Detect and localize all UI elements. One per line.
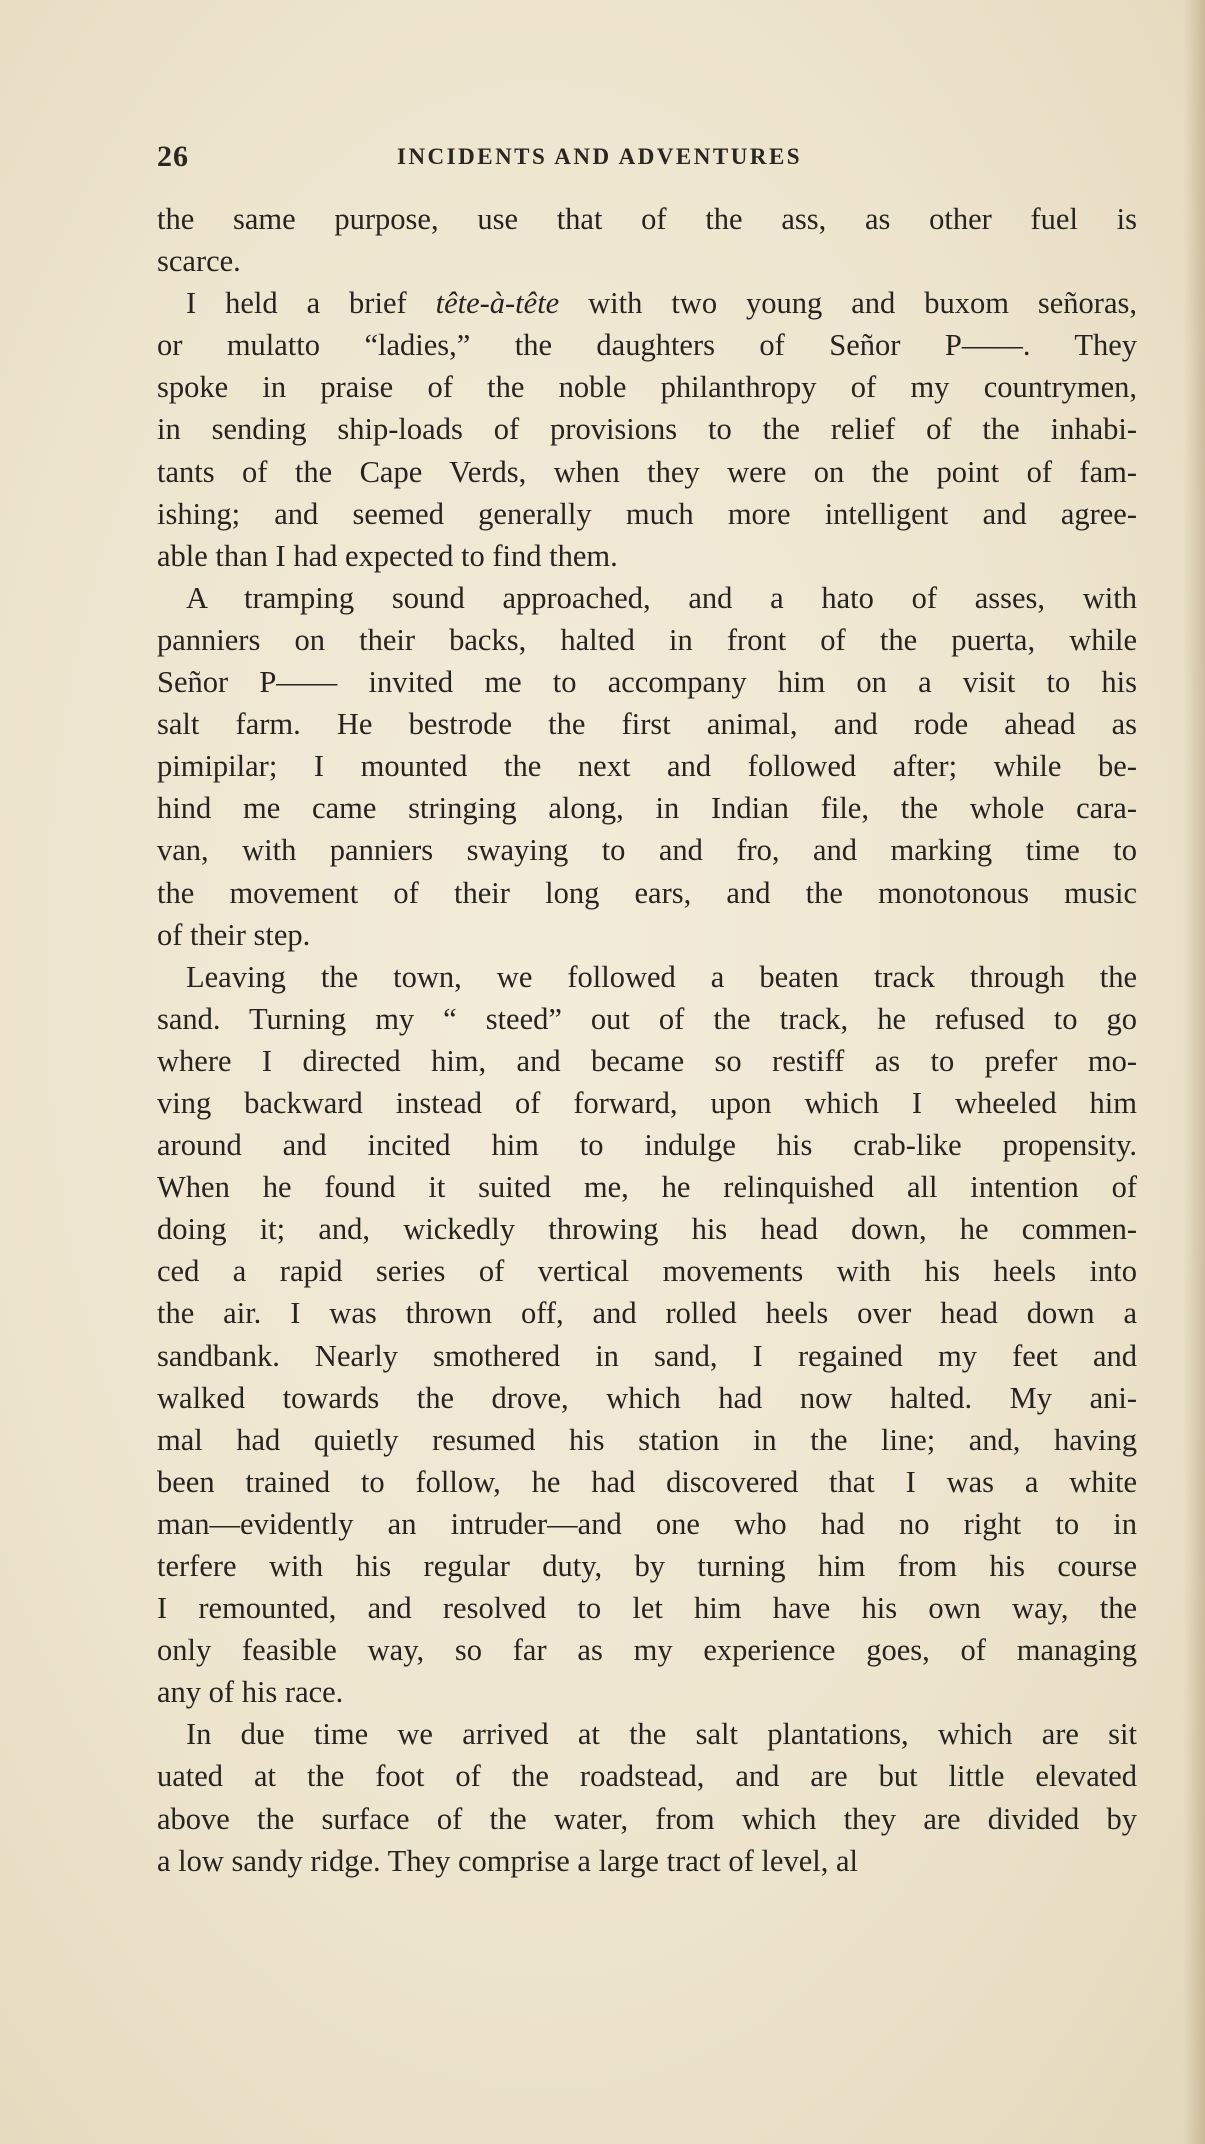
paragraph [157,577,1137,956]
text-line: walked towards the drove, which had now halted. My ani- [157,1380,1137,1415]
text-line: salt farm. He bestrode the first animal, and rode ahead as [157,707,1137,742]
text-line: only feasible way, so far as my experience goes, of managing [157,1633,1137,1668]
text-line: man—evidently an intruder—and one who had no right to in [157,1506,1137,1541]
page-header [157,140,1137,180]
text-line: or mulatto “ladies,” the daughters of Señor P——. They [157,328,1137,363]
text-line: uated at the foot of the roadstead, and are but little elevated [157,1759,1137,1794]
text-line: terfere with his regular duty, by turning him from his course [157,1549,1137,1583]
text-line: spoke in praise of the noble philanthropy of my countrymen, [157,370,1137,405]
text-line: the same purpose, use that of the ass, as other fuel is [157,202,1137,236]
text-line: ving backward instead of forward, upon which I wheeled him [157,1085,1137,1120]
text-line: Señor P—— invited me to accompany him on a visit to his [157,665,1137,700]
text-line: around and incited him to indulge his crab-like propensity. [157,1128,1137,1163]
text-line: been trained to follow, he had discovered that I was a white [157,1464,1137,1499]
text-line: A tramping sound approached, and a hato of asses, with [186,580,1137,615]
text-line: Leaving the town, we followed a beaten track through the [186,959,1137,994]
page-number: 26 [157,140,189,173]
text-line: in sending ship-loads of provisions to the relief of the inhabi- [157,412,1137,447]
paragraph [157,198,1137,282]
text-line: hind me came stringing along, in Indian file, the whole cara- [157,791,1137,826]
text-line: of their step. [157,917,311,952]
page-edge-shadow [1183,0,1205,2144]
text-line: above the surface of the water, from which they are divided by [157,1801,1137,1836]
text-line: doing it; and, wickedly throwing his head down, he commen- [157,1212,1137,1247]
text-line: a low sandy ridge. They comprise a large tract of level, al [157,1843,858,1878]
text-line: tants of the Cape Verds, when they were on the point of fam- [157,454,1137,489]
text-line: ishing; and seemed generally much more intelligent and agree- [157,496,1137,531]
italic-phrase: tête-à-tête [435,286,560,321]
text-line: where I directed him, and became so restiff as to prefer mo- [157,1043,1137,1078]
body-text [157,198,1137,1882]
paragraph [157,282,1137,577]
text-line: the air. I was thrown off, and rolled heels over head down a [157,1296,1137,1331]
text-line: pimipilar; I mounted the next and followed after; while be- [157,749,1137,784]
paragraph [157,1713,1137,1881]
text-line: scarce. [157,244,241,279]
text-line: In due time we arrived at the salt plantations, which are sit [186,1717,1137,1752]
text-line: sandbank. Nearly smothered in sand, I regained my feet and [157,1338,1137,1373]
text-line: sand. Turning my “ steed” out of the track, he refused to go [157,1001,1137,1036]
text-line: any of his race. [157,1675,344,1710]
paragraph [157,956,1137,1714]
text-line: the movement of their long ears, and the monotonous music [157,875,1137,910]
text-line: able than I had expected to find them. [157,538,618,573]
text-line: When he found it suited me, he relinquished all intention of [157,1170,1137,1205]
running-head: INCIDENTS AND ADVENTURES [397,144,803,169]
text-line: panniers on their backs, halted in front of the puerta, while [157,622,1137,657]
text-line: van, with panniers swaying to and fro, and marking time to [157,833,1137,868]
text-line: mal had quietly resumed his station in the line; and, having [157,1422,1137,1457]
text-line: ced a rapid series of vertical movements with his heels into [157,1254,1137,1289]
text-line: I held a brief tête-à-tête with two young and buxom señoras, [186,286,1137,321]
text-line: I remounted, and resolved to let him have his own way, the [157,1591,1137,1626]
